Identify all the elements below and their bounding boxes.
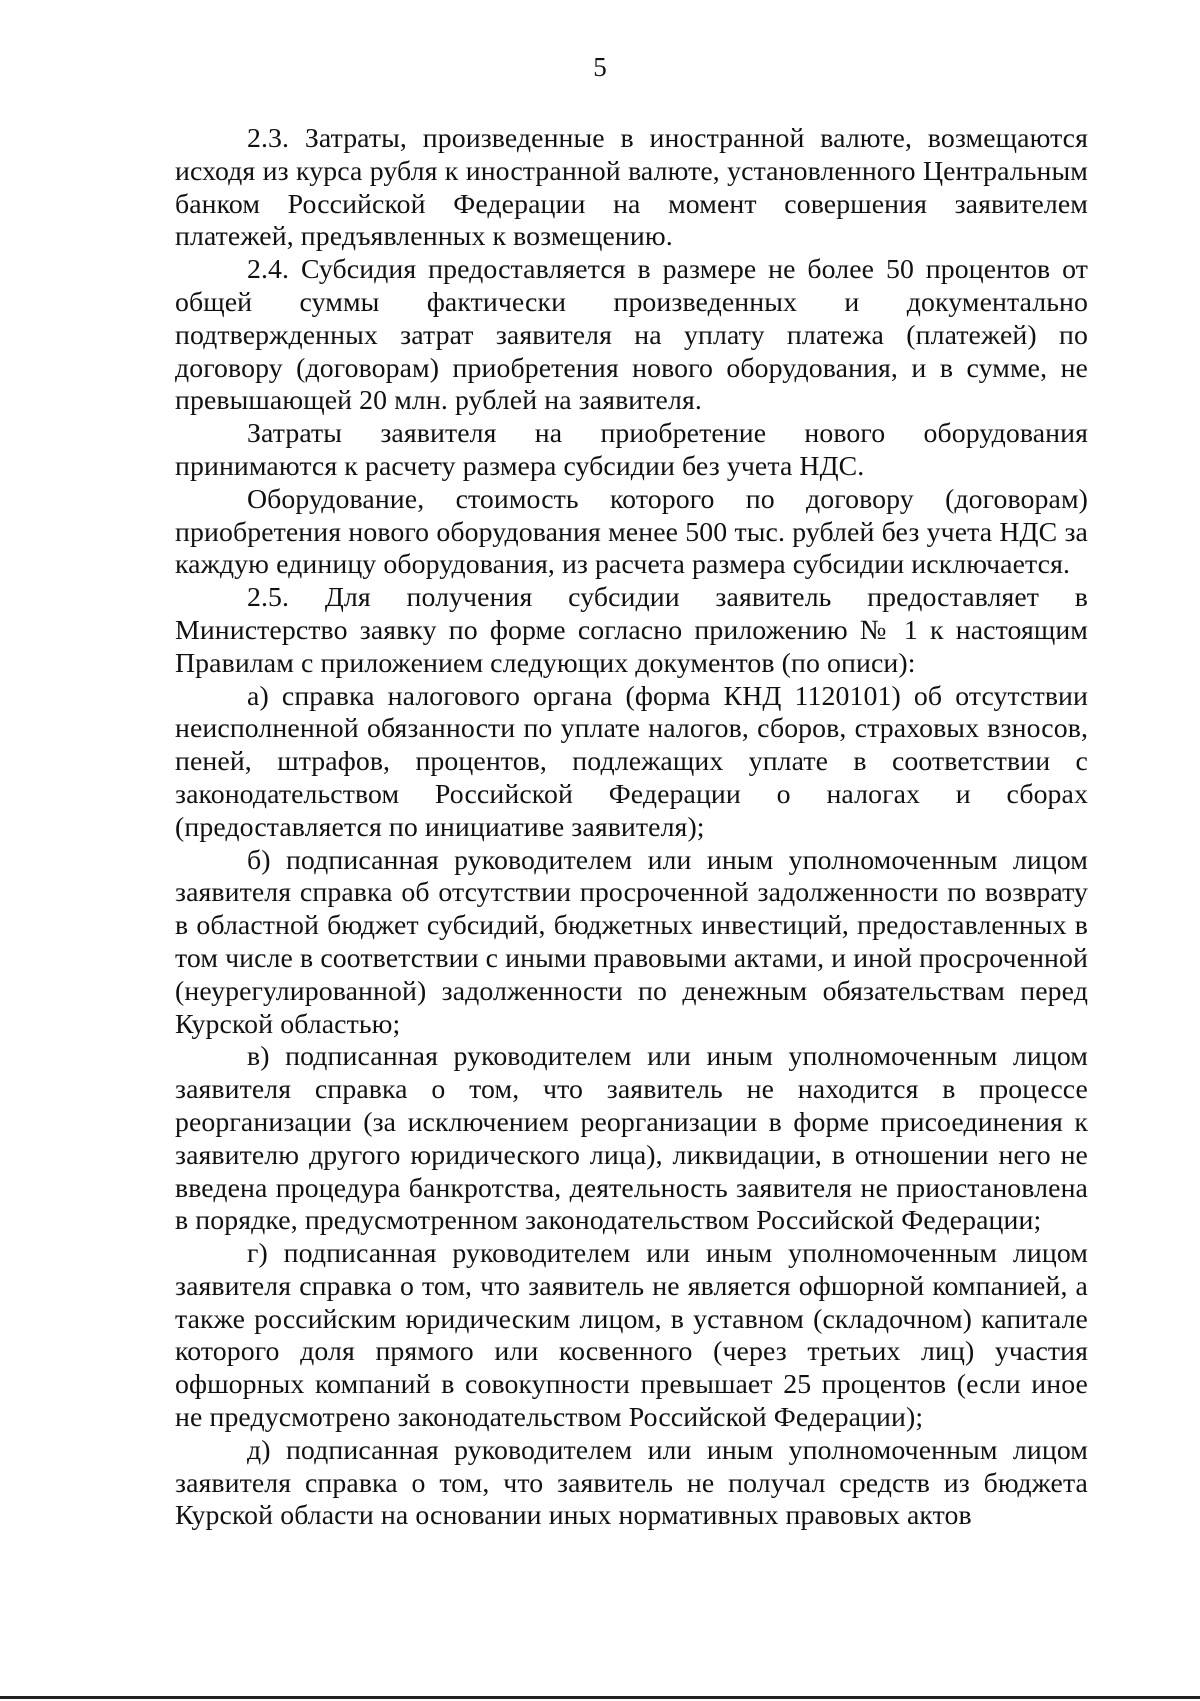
paragraph-2-5: 2.5. Для получения субсидии заявитель предоставляет в Министерство заявку по форме согласно приложению № 1 к настоящим Правилам с приложением следующих документов (по описи):	[175, 582, 1088, 679]
document-body	[175, 123, 1088, 1533]
list-item-d: д) подписанная руководителем или иным уполномоченным лицом заявителя справка о том, что заявитель не получал средств из бюджета Курской области на основании иных нормативных правовых актов	[175, 1434, 1088, 1532]
list-item-b: б) подписанная руководителем или иным уполномоченным лицом заявителя справка об отсутствии просроченной задолженности по возврату в областной бюджет субсидий, бюджетных инвестиций, предоставленных в том числе в соответствии с иными правовыми актами, и иной просроченной (неурегулированной) задолженности по денежным обязательствам перед Курской областью;	[175, 844, 1089, 1040]
paragraph-2-3: 2.3. Затраты, произведенные в иностранной валюте, возмещаются исходя из курса рубля к иностранной валюте, установленного Центральным банком Российской Федерации на момент совершения заявителем платежей, предъявленных к возмещению.	[175, 123, 1088, 253]
list-item-a: а) справка налогового органа (форма КНД 1120101) об отсутствии неисполненной обязанности по уплате налогов, сборов, страховых взносов, пеней, штрафов, процентов, подлежащих уплате в соответствии с законодательством Российской Федерации о налогах и сборах (предоставляется по инициативе заявителя);	[175, 680, 1088, 843]
page-bottom-border	[0, 1696, 1200, 1699]
list-item-v: в) подписанная руководителем или иным уполномоченным лицом заявителя справка о том, что заявитель не находится в процессе реорганизации (за исключением реорганизации в форме присоединения к заявителю другого юридического лица), ликвидации, в отношении него не введена процедура банкротства, деятельность заявителя не приостановлена в порядке, предусмотренном законодательством Российской Федерации;	[175, 1041, 1088, 1237]
page-number: 5	[593, 52, 607, 82]
paragraph-equipment-exclusion: Оборудование, стоимость которого по договору (договорам) приобретения нового оборудования менее 500 тыс. рублей без учета НДС за каждую единицу оборудования, из расчета размера субсидии исключается.	[175, 483, 1088, 581]
list-item-g: г) подписанная руководителем или иным уполномоченным лицом заявителя справка о том, что заявитель не является офшорной компанией, а также российским юридическим лицом, в уставном (складочном) капитале которого доля прямого или косвенного (через третьих лиц) участия офшорных компаний в совокупности превышает 25 процентов (если иное не предусмотрено законодательством Российской Федерации);	[175, 1238, 1088, 1434]
paragraph-costs-without-vat: Затраты заявителя на приобретение нового оборудования принимаются к расчету размера субсидии без учета НДС.	[175, 418, 1088, 482]
paragraph-2-4: 2.4. Субсидия предоставляется в размере не более 50 процентов от общей суммы фактически произведенных и документально подтвержденных затрат заявителя на уплату платежа (платежей) по договору (договорам) приобретения нового оборудования, и в сумме, не превышающей 20 млн. рублей на заявителя.	[175, 254, 1088, 417]
